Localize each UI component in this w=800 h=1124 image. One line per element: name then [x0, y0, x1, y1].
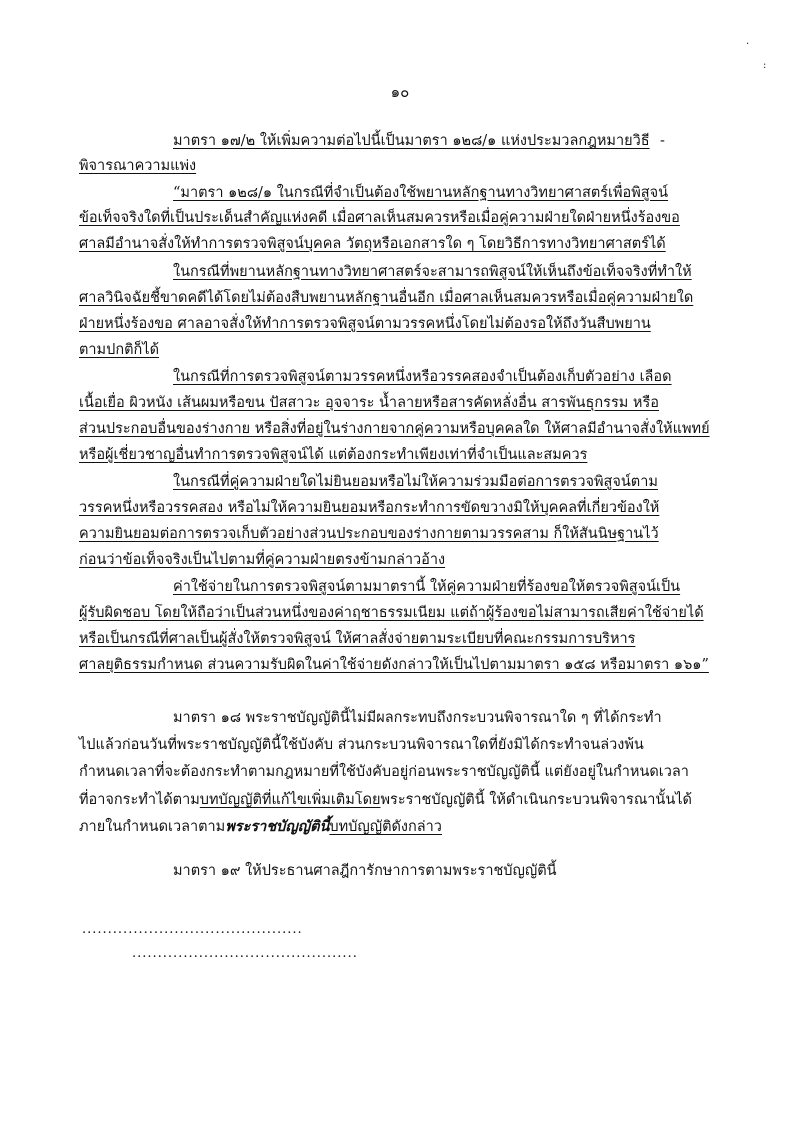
margin-mark-colon: :	[763, 60, 767, 71]
page-number: ๑๐	[390, 83, 410, 101]
section-18-line4-a: ที่อาจกระทำได้ตาม	[79, 792, 200, 808]
section-17-2-line2: พิจารณาความแพ่ง	[79, 158, 197, 174]
margin-mark-dot: .	[746, 36, 750, 47]
s128-1-p1-line1: “มาตรา ๑๒๘/๑ ในกรณีที่จำเป็นต้องใช้พยานหลักฐานทางวิทยาศาสตร์เพื่อพิสูจน์	[173, 185, 669, 201]
section-19-line1: มาตรา ๑๙ ให้ประธานศาลฎีการักษาการตามพระราชบัญญัตินี้	[173, 863, 557, 879]
section-18-line3: กำหนดเวลาที่จะต้องกระทำตามกฎหมายที่ใช้บังคับอยู่ก่อนพระราชบัญญัตินี้ แต่ยังอยู่ในกำหนดเวลา	[79, 764, 689, 780]
section-18-struck-text: พระราชบัญญัตินี้	[225, 818, 330, 835]
s128-1-p4-line4: ก่อนว่าข้อเท็จจริงเป็นไปตามที่คู่ความฝ่ายตรงข้ามกล่าวอ้าง	[79, 552, 446, 568]
section-18-line4-c: พระราชบัญญัตินี้ ให้ดำเนินกระบวนพิจารณานั้นได้	[380, 792, 692, 808]
s128-1-p3-line1: ในกรณีที่การตรวจพิสูจน์ตามวรรคหนึ่งหรือวรรคสองจำเป็นต้องเก็บตัวอย่าง เลือด	[173, 369, 672, 385]
section-17-2-dash: -	[660, 133, 665, 149]
s128-1-p3-line4: หรือผู้เชี่ยวชาญอื่นทำการตรวจพิสูจน์ได้ แต่ต้องกระทำเพียงเท่าที่จำเป็นและสมควร	[79, 447, 588, 463]
s128-1-p1-line3: ศาลมีอำนาจสั่งให้ทำการตรวจพิสูจน์บุคคล วัตถุหรือเอกสารใด ๆ โดยวิธีการทางวิทยาศาสตร์ได้	[79, 236, 666, 252]
s128-1-p2-line3: ฝ่ายหนึ่งร้องขอ ศาลอาจสั่งให้ทำการตรวจพิสูจน์ตามวรรคหนึ่งโดยไม่ต้องรอให้ถึงวันสืบพยาน	[79, 316, 651, 332]
signature-dots-2: ............................................	[132, 946, 358, 961]
s128-1-p5-line1: ค่าใช้จ่ายในการตรวจพิสูจน์ตามมาตรานี้ ให้คู่ความฝ่ายที่ร้องขอให้ตรวจพิสูจน์เป็น	[173, 579, 681, 595]
section-18-line2: ไปแล้วก่อนวันที่พระราชบัญญัตินี้ใช้บังคับ ส่วนกระบวนพิจารณาใดที่ยังมิได้กระทำจนล่วงพ้น	[79, 737, 644, 753]
s128-1-p4-line1: ในกรณีที่คู่ความฝ่ายใดไม่ยินยอมหรือไม่ให้ความร่วมมือต่อการตรวจพิสูจน์ตาม	[173, 474, 658, 490]
section-18-line1: มาตรา ๑๘ พระราชบัญญัตินี้ไม่มีผลกระทบถึงกระบวนพิจารณาใด ๆ ที่ได้กระทำ	[173, 710, 662, 726]
s128-1-p3-line2: เนื้อเยื่อ ผิวหนัง เส้นผมหรือขน ปัสสาวะ อุจจาระ น้ำลายหรือสารคัดหลั่งอื่น สารพันธุกรรม หรือ	[79, 395, 659, 411]
signature-dots-1: ...........................................	[82, 922, 303, 937]
section-17-2-line1: มาตรา ๑๗/๒ ให้เพิ่มความต่อไปนี้เป็นมาตรา ๑๒๘/๑ แห่งประมวลกฎหมายวิธี	[173, 133, 650, 149]
s128-1-p1-line2: ข้อเท็จจริงใดที่เป็นประเด็นสำคัญแห่งคดี เมื่อศาลเห็นสมควรหรือเมื่อคู่ความฝ่ายใดฝ่ายหนึ่งร้องขอ	[79, 210, 680, 226]
s128-1-p5-line4: ศาลยุติธรรมกำหนด ส่วนความรับผิดในค่าใช้จ่ายดังกล่าวให้เป็นไปตามมาตรา ๑๕๘ หรือมาตรา ๑๖๑”	[79, 657, 709, 673]
s128-1-p4-line3: ความยินยอมต่อการตรวจเก็บตัวอย่างส่วนประกอบของร่างกายตามวรรคสาม ก็ให้สันนิษฐานไว้	[79, 526, 659, 542]
section-18-line4	[79, 790, 692, 810]
s128-1-p3-line3: ส่วนประกอบอื่นของร่างกาย หรือสิ่งที่อยู่ในร่างกายจากคู่ความหรือบุคคลใด ให้ศาลมีอำนาจสั่งให้แพทย์	[79, 421, 710, 437]
section-18-line4-amended: บทบัญญัติที่แก้ไขเพิ่มเติมโดย	[199, 792, 381, 808]
s128-1-p5-line3: หรือเป็นกรณีที่ศาลเป็นผู้สั่งให้ตรวจพิสูจน์ ให้ศาลสั่งจ่ายตามระเบียบที่คณะกรรมการบริหาร	[79, 631, 636, 647]
section-18-line5-b: บทบัญญัติดังกล่าว	[329, 819, 442, 835]
s128-1-p2-line4: ตามปกติก็ได้	[79, 342, 160, 358]
section-18-line5	[79, 817, 442, 837]
section-18-line5-a: ภายในกำหนดเวลาตาม	[79, 819, 226, 835]
section-17-2-heading	[173, 131, 650, 151]
s128-1-p4-line2: วรรคหนึ่งหรือวรรคสอง หรือไม่ให้ความยินยอมหรือกระทำการขัดขวางมิให้บุคคลที่เกี่ยวข้องให้	[79, 500, 660, 516]
s128-1-p2-line2: ศาลวินิจฉัยชี้ขาดคดีได้โดยไม่ต้องสืบพยานหลักฐานอื่นอีก เมื่อศาลเห็นสมควรหรือเมื่อคู่ความฝ่ายใด	[79, 290, 694, 306]
s128-1-p5-line2: ผู้รับผิดชอบ โดยให้ถือว่าเป็นส่วนหนึ่งของค่าฤชาธรรมเนียม แต่ถ้าผู้ร้องขอไม่สามารถเสียค่าใช้จ่ายได้	[79, 605, 704, 621]
s128-1-p2-line1: ในกรณีที่พยานหลักฐานทางวิทยาศาสตร์จะสามารถพิสูจน์ให้เห็นถึงข้อเท็จจริงที่ทำให้	[173, 264, 692, 280]
